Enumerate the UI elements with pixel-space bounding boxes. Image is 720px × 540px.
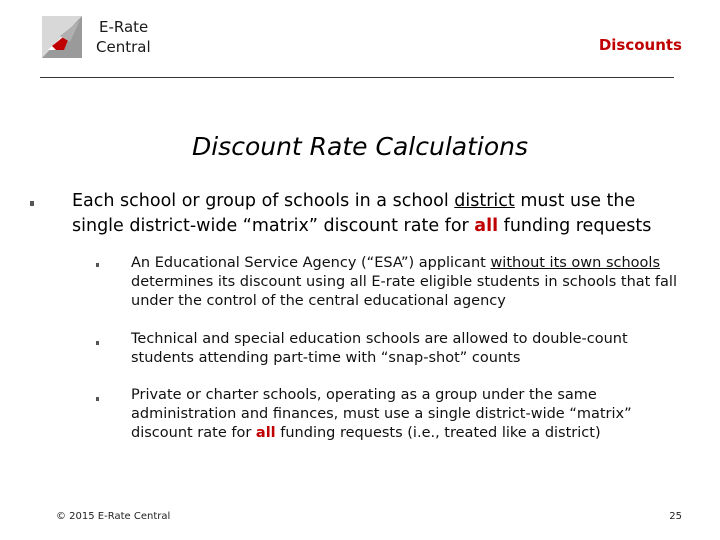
page-number: 25 bbox=[669, 511, 682, 522]
sub-bullet-marker bbox=[96, 397, 99, 401]
sub-bullet-text: An Educational Service Agency (“ESA”) applicant without its own schools determines its discount using all E-rate eligible students in schools that fall under the control of the central educational agency bbox=[131, 255, 677, 309]
brand-name bbox=[96, 17, 151, 57]
emphasis-term: all bbox=[474, 216, 499, 236]
e-rate-central-logo bbox=[42, 16, 82, 58]
sub-bullet-marker bbox=[96, 263, 99, 267]
brand-line-2: Central bbox=[96, 38, 151, 56]
underlined-term: district bbox=[454, 191, 515, 211]
slide-title: Discount Rate Calculations bbox=[191, 132, 528, 161]
brand-line-1: E-Rate bbox=[99, 18, 149, 36]
sub-bullet-text: Private or charter schools, operating as a group under the same administration and finances, must use a single district-wide “matrix” discount rate for all funding requests (i.e., treated like a district) bbox=[131, 387, 632, 441]
sub-bullet-text: Technical and special education schools are allowed to double-count students attending part-time with “snap-shot” counts bbox=[131, 331, 628, 366]
sub-bullet-marker bbox=[96, 341, 99, 345]
section-label: Discounts bbox=[598, 36, 682, 54]
bullet-marker bbox=[30, 201, 34, 206]
emphasis-term: all bbox=[255, 425, 276, 441]
footer-copyright: © 2015 E-Rate Central bbox=[56, 511, 171, 522]
underlined-term: without its own schools bbox=[490, 255, 661, 271]
header-divider bbox=[40, 77, 674, 78]
main-bullet-text: Each school or group of schools in a school district must use the single district-wide “matrix” discount rate for all funding requests bbox=[72, 191, 652, 236]
